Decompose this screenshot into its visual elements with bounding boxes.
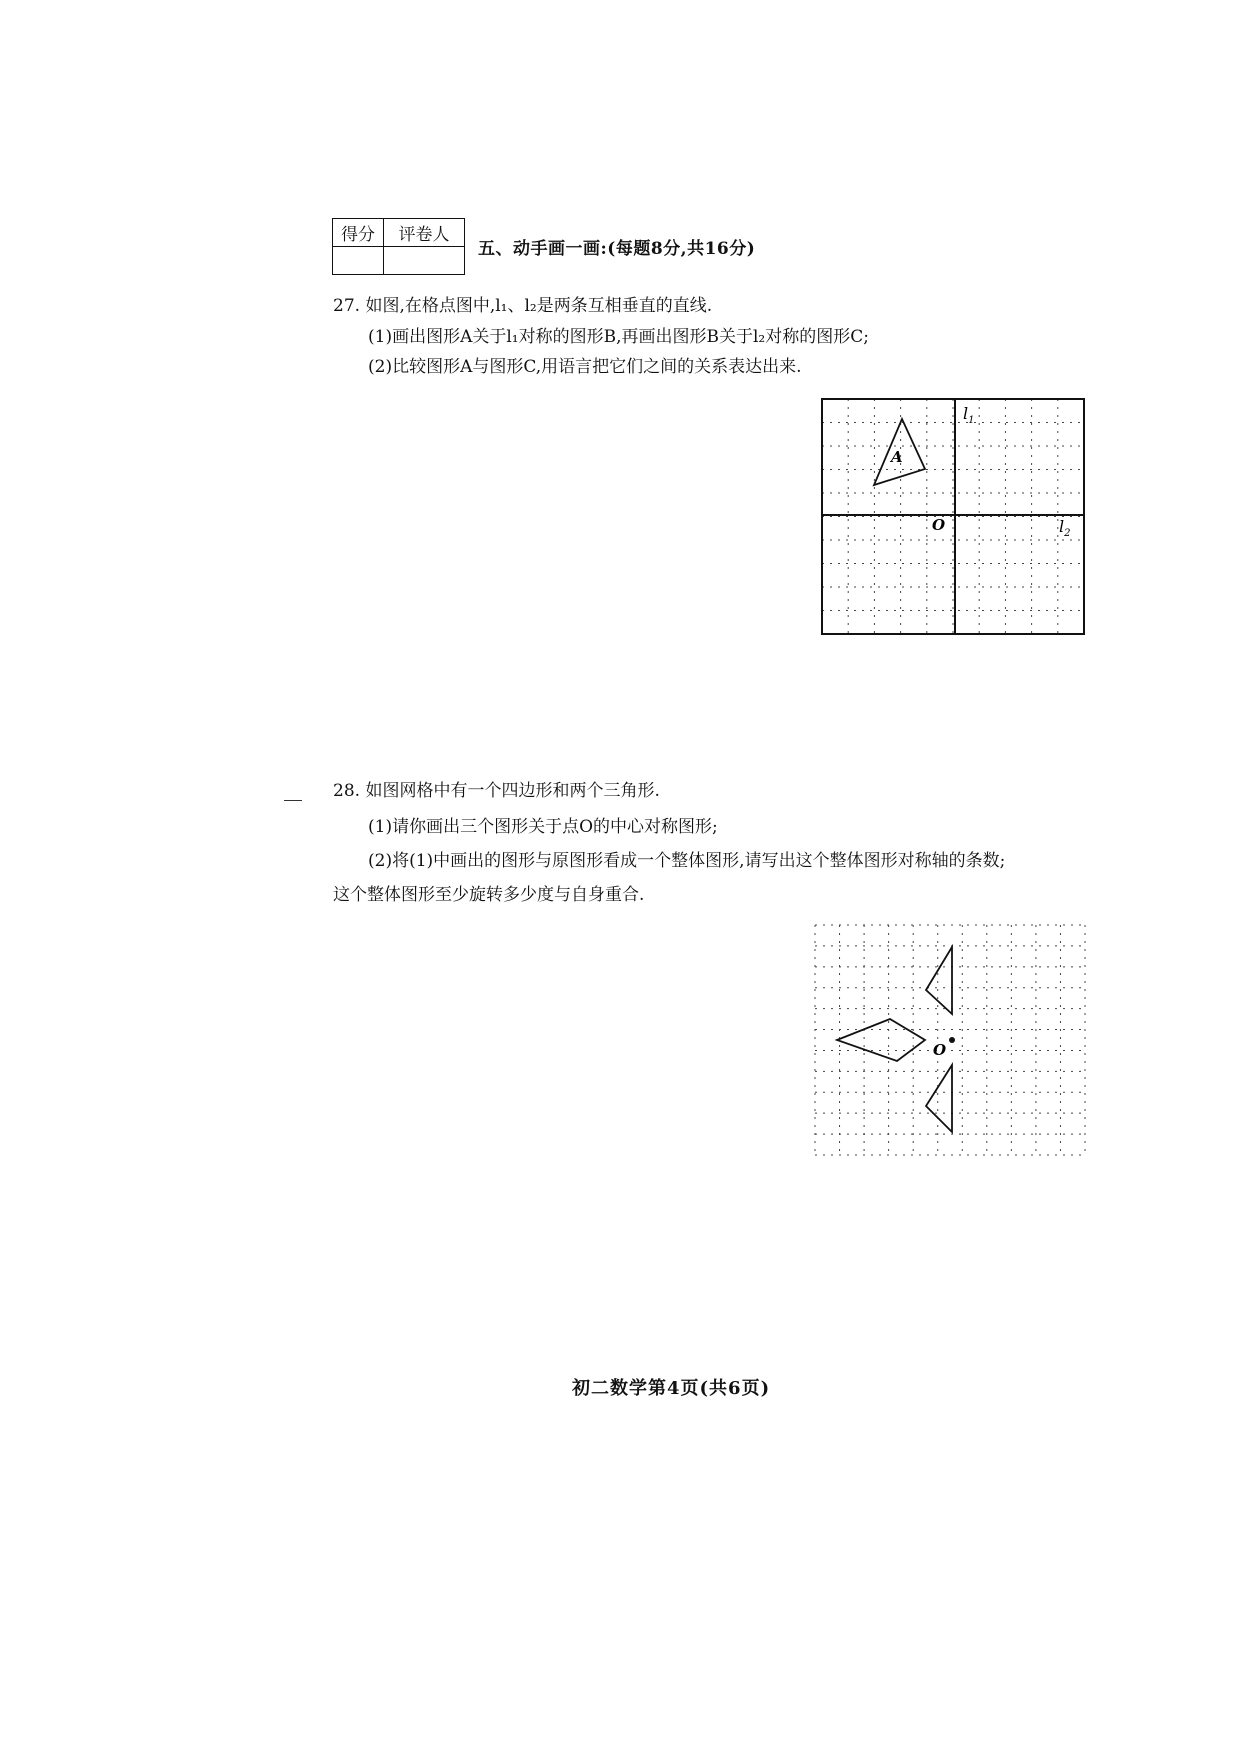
q27-part2: (2)比较图形A与图形C,用语言把它们之间的关系表达出来. bbox=[368, 357, 802, 377]
score-box bbox=[332, 218, 465, 275]
figure-a-label: A bbox=[891, 448, 903, 466]
q27-grid-figure bbox=[800, 385, 1100, 650]
l1-label: $l_1$ bbox=[963, 404, 975, 426]
score-cell[interactable] bbox=[333, 247, 384, 275]
origin-label: O bbox=[932, 516, 946, 534]
q28-part2-line1: (2)将(1)中画出的图形与原图形看成一个整体图形,请写出这个整体图形对称轴的条数; bbox=[368, 851, 1006, 871]
q27-stem: 27. 如图,在格点图中,l₁、l₂是两条互相垂直的直线. bbox=[333, 296, 713, 316]
upper-triangle bbox=[926, 947, 952, 1014]
margin-mark bbox=[284, 800, 302, 801]
q27-dot-grid bbox=[822, 399, 1084, 634]
quadrilateral bbox=[837, 1019, 925, 1061]
l2-label: $l_2$ bbox=[1059, 517, 1071, 539]
q28-part1: (1)请你画出三个图形关于点O的中心对称图形; bbox=[368, 817, 718, 837]
q28-grid-figure bbox=[800, 910, 1100, 1165]
grader-cell[interactable] bbox=[384, 247, 465, 275]
q27-part1: (1)画出图形A关于l₁对称的图形B,再画出图形B关于l₂对称的图形C; bbox=[368, 327, 869, 347]
q27-grid-border bbox=[822, 399, 1084, 634]
score-header: 得分 bbox=[333, 219, 384, 247]
point-o-label: O bbox=[933, 1041, 947, 1059]
point-o bbox=[949, 1037, 955, 1043]
section-title: 五、动手画一画:(每题8分,共16分) bbox=[478, 239, 756, 259]
q28-stem: 28. 如图网格中有一个四边形和两个三角形. bbox=[333, 781, 660, 801]
lower-triangle bbox=[926, 1065, 952, 1132]
page-footer: 初二数学第4页(共6页) bbox=[572, 1378, 771, 1399]
q28-part2-line2: 这个整体图形至少旋转多少度与自身重合. bbox=[333, 885, 645, 905]
grader-header: 评卷人 bbox=[384, 219, 465, 247]
